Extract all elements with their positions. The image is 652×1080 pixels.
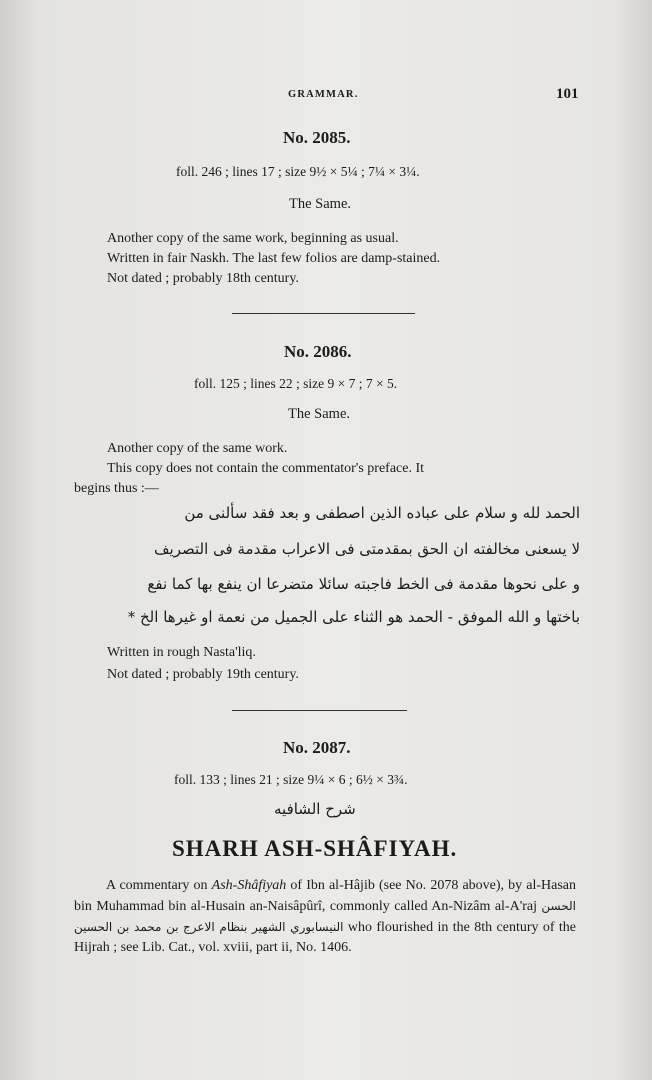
arabic-incipit-line-1: الحمد لله و سلام على عباده الذين اصطفى و بعد فقد سألنى من: [184, 504, 580, 522]
desc-arabic-2: النيسابوري الشهير بنظام الاعرج: [183, 920, 344, 934]
arabic-incipit-line-2: لا يسعنى مخالفته ان الحق بمقدمتى فى الاعراب مقدمة فى التصريف: [154, 540, 580, 558]
entry-line-2085-1: Another copy of the same work, beginning as usual.: [107, 231, 399, 246]
section-divider: [232, 313, 415, 314]
entry-line-2085-3: Not dated ; probably 18th century.: [107, 271, 299, 286]
entry-line-2086-2: This copy does not contain the commentator's preface. It: [107, 461, 425, 476]
running-head: GRAMMAR.: [288, 89, 359, 100]
entry-meta-2085: foll. 246 ; lines 17 ; size 9½ × 5¼ ; 7¼ × 3¼.: [176, 164, 420, 179]
desc-italic-title: Ash-Shâfiyah: [211, 878, 287, 893]
entry-line-2086-1: Another copy of the same work.: [107, 441, 288, 456]
entry-line-2086-5: Not dated ; probably 19th century.: [107, 667, 299, 682]
entry-meta-2086: foll. 125 ; lines 22 ; size 9 × 7 ; 7 × 5.: [194, 376, 398, 391]
entry-title-2086: The Same.: [288, 406, 351, 422]
entry-number-2086: No. 2086.: [284, 342, 352, 361]
work-title: SHARH ASH-SHÂFIYAH.: [172, 836, 458, 861]
entry-number-2085: No. 2085.: [283, 128, 351, 147]
desc-arabic-1: الحسن بن محمد بن الحسين: [74, 899, 576, 934]
entry-line-2086-3: begins thus :—: [74, 481, 159, 496]
desc-text-2: of Ibn al-Hâjib (see No. 2078 above), by al-Hasan bin Muhammad bin al-Husain an-Naisâpûrî, commonly called An-Nizâm al-A'raj: [74, 878, 577, 914]
entry-line-2085-2: Written in fair Naskh. The last few folios are damp-stained.: [107, 251, 441, 266]
arabic-incipit-line-4: باختها و الله الموفق - الحمد هو الثناء على الجميل من نعمة او غيرها الخ *: [127, 608, 580, 626]
desc-text-1: A commentary on: [106, 878, 212, 893]
entry-title-2085: The Same.: [289, 196, 352, 212]
entry-meta-2087: foll. 133 ; lines 21 ; size 9¼ × 6 ; 6½ × 3¾.: [174, 772, 408, 787]
desc-text-3: who flourished in the 8th century of the Hijrah ; see Lib. Cat., vol. xviii, part ii, No. 1406.: [74, 920, 577, 955]
section-divider: [232, 710, 407, 711]
description-paragraph: [74, 876, 576, 958]
arabic-incipit-line-3: و على نحوها مقدمة فى الخط فاجبته سائلا متضرعا ان ينفع بها كما نفع: [147, 575, 580, 593]
arabic-title: شرح الشافيه: [274, 800, 356, 818]
entry-number-2087: No. 2087.: [283, 738, 351, 757]
page-number: 101: [556, 86, 579, 102]
entry-line-2086-4: Written in rough Nasta'liq.: [107, 645, 256, 660]
